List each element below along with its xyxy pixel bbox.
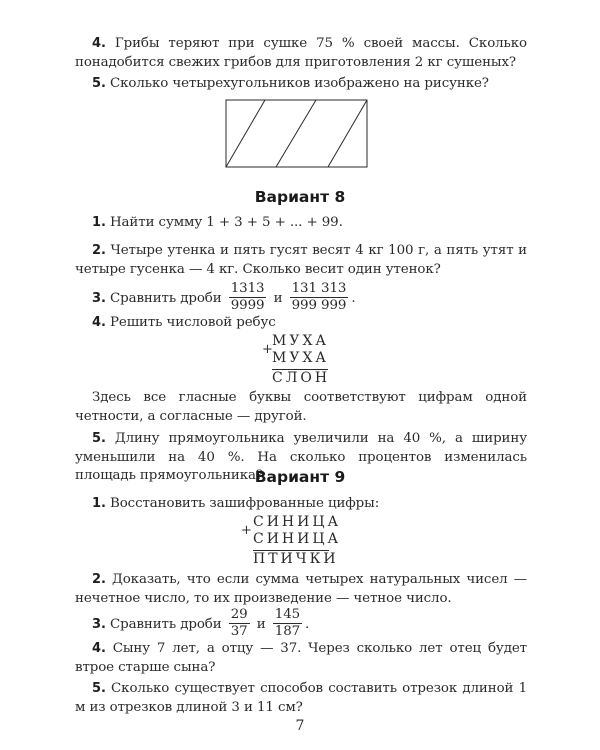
problem-number: 4. xyxy=(92,315,106,330)
denominator: 187 xyxy=(274,624,301,639)
period: . xyxy=(351,291,356,306)
problem-number: 4. xyxy=(92,641,106,656)
rebus-row-2: МУХА xyxy=(272,350,330,366)
problem-number: 4. xyxy=(92,36,106,51)
v9-problem-4 xyxy=(75,640,527,677)
fraction-1 xyxy=(229,281,267,314)
problem-text: Доказать, что если сумма четырех натуральных чисел — нечетное число, то их произведение — четное число. xyxy=(75,572,527,606)
fraction-2 xyxy=(290,281,349,314)
problem-text: Решить числовой ребус xyxy=(109,315,276,330)
rebus-result: СЛОН xyxy=(272,370,331,386)
numerator: 1313 xyxy=(230,281,265,296)
problem-5-top xyxy=(75,75,527,94)
v8-problem-4 xyxy=(75,314,527,333)
problem-text: Сравнить дроби xyxy=(109,617,222,632)
problem-text: Найти сумму 1 + 3 + 5 + ... + 99. xyxy=(109,215,343,230)
problem-number: 2. xyxy=(92,243,106,258)
problem-number: 1. xyxy=(92,496,106,511)
problem-number: 3. xyxy=(92,291,106,306)
problem-number: 3. xyxy=(92,617,106,632)
plus-sign: + xyxy=(241,523,252,538)
variant-8-heading: Вариант 8 xyxy=(254,188,346,206)
problem-number: 5. xyxy=(92,681,106,696)
rebus-row-2: СИНИЦА xyxy=(253,531,342,547)
page-number: 7 xyxy=(295,718,305,734)
rebus-mukha-slon xyxy=(262,332,331,388)
denominator: 999 999 xyxy=(291,298,347,313)
denominator: 9999 xyxy=(230,298,265,313)
problem-number: 5. xyxy=(92,431,106,446)
conjunction: и xyxy=(256,617,266,632)
period: . xyxy=(305,617,310,632)
quadrilaterals-figure xyxy=(225,99,371,171)
plus-sign: + xyxy=(262,342,273,357)
problem-text: Сколько существует способов составить отрезок длиной 1 м из отрезков длиной 3 и 11 см? xyxy=(75,681,527,715)
v8-problem-2 xyxy=(75,242,527,279)
problem-text: Длину прямоугольника увеличили на 40 %, а ширину уменьшили на 40 %. На сколько процентов изменилась площадь прямоугольника? xyxy=(75,431,527,483)
variant-9-heading: Вариант 9 xyxy=(254,468,346,486)
conjunction: и xyxy=(273,291,283,306)
note-text: Здесь все гласные буквы соответствуют цифрам одной четности, а согласные — другой. xyxy=(75,390,527,424)
rebus-sinitsa-ptichki xyxy=(241,513,342,569)
v9-problem-2 xyxy=(75,571,527,608)
v8-problem-4-note xyxy=(75,389,527,426)
problem-text: Сыну 7 лет, а отцу — 37. Через сколько лет отец будет втрое старше сына? xyxy=(75,641,527,675)
numerator: 29 xyxy=(230,607,248,622)
problem-text: Сколько четырехугольников изображено на рисунке? xyxy=(109,76,489,91)
problem-text: Грибы теряют при сушке 75 % своей массы. Сколько понадобится свежих грибов для приготовления 2 кг сушеных? xyxy=(75,36,527,70)
denominator: 37 xyxy=(230,624,248,639)
problem-text: Восстановить зашифрованные цифры: xyxy=(109,496,380,511)
problem-number: 5. xyxy=(92,76,106,91)
rebus-row-1: СИНИЦА xyxy=(253,514,342,530)
problem-text: Четыре утенка и пять гусят весят 4 кг 100 г, а пять утят и четыре гусенка — 4 кг. Сколько весит один утенок? xyxy=(75,243,527,277)
problem-4-top xyxy=(75,35,527,72)
v8-problem-1 xyxy=(75,214,527,233)
numerator: 131 313 xyxy=(291,281,347,296)
problem-text: Сравнить дроби xyxy=(109,291,222,306)
v9-problem-1 xyxy=(75,495,527,514)
v9-problem-5 xyxy=(75,680,527,717)
rebus-result: ПТИЧКИ xyxy=(253,551,339,567)
fraction-2 xyxy=(273,607,302,640)
problem-number: 2. xyxy=(92,572,106,587)
numerator: 145 xyxy=(274,607,301,622)
rebus-row-1: МУХА xyxy=(272,333,330,349)
v9-problem-3 xyxy=(75,608,527,641)
v8-problem-3 xyxy=(75,282,527,315)
problem-number: 1. xyxy=(92,215,106,230)
fraction-1 xyxy=(229,607,250,640)
